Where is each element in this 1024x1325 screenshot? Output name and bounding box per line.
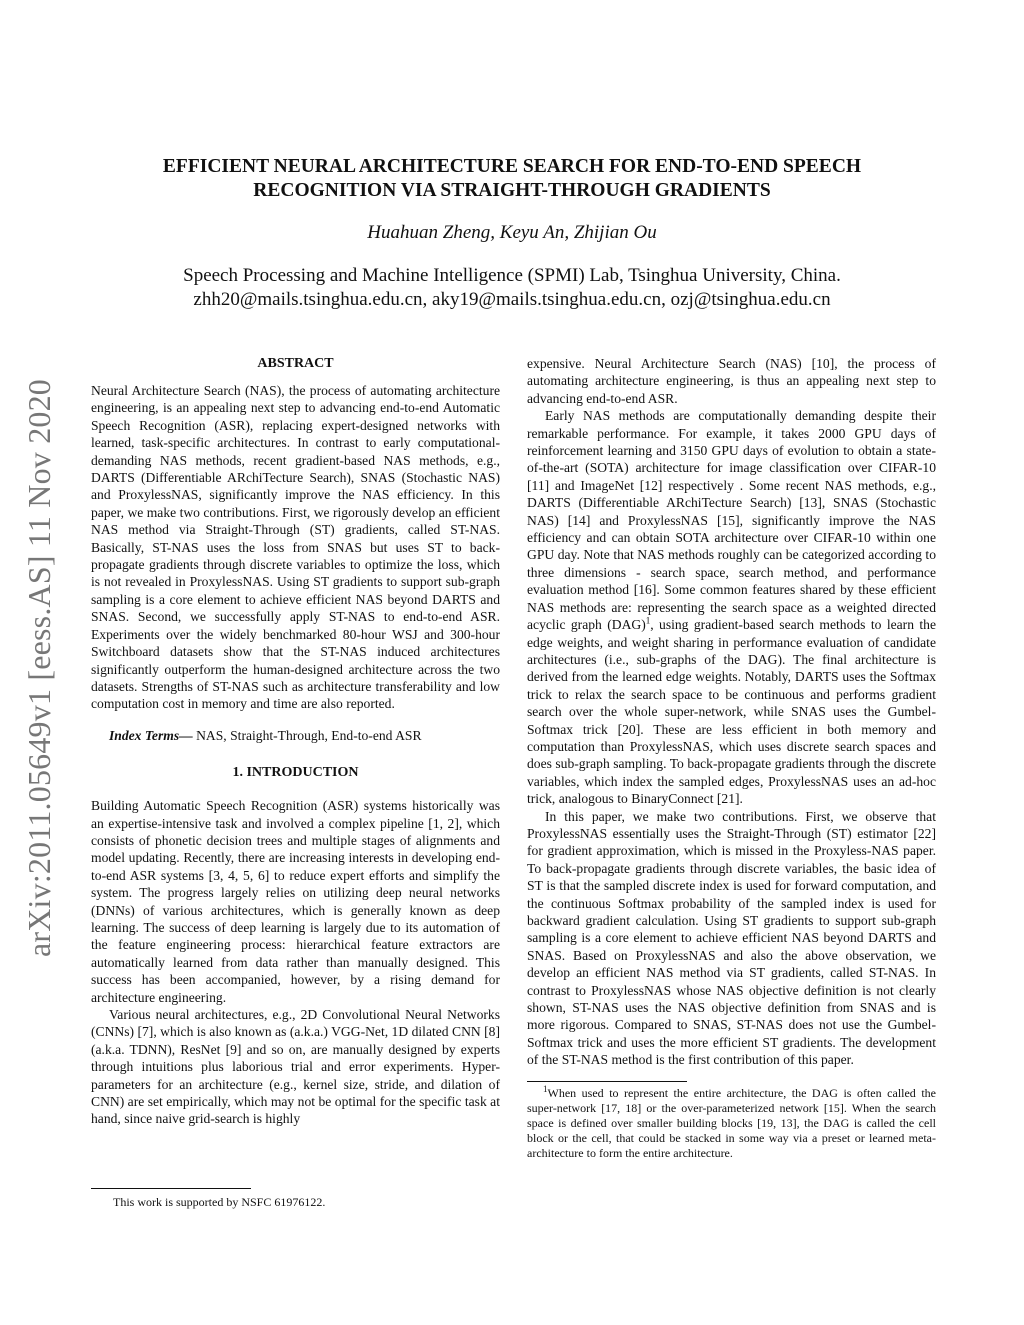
dag-footnote (527, 1083, 936, 1161)
arxiv-identifier-text: arXiv:2011.05649v1 [eess.AS] 11 Nov 2020 (20, 378, 57, 957)
affiliation-emails: zhh20@mails.tsinghua.edu.cn, aky19@mails.tsinghua.edu.cn, ozj@tsinghua.edu.cn (193, 289, 831, 310)
left-footnote-area (91, 1188, 500, 1210)
index-terms-label: Index Terms— (109, 727, 193, 743)
dag-footnote-text: When used to represent the entire architecture, the DAG is often called the super-network [17, 18] or the over-parameterized network [15]. When the search space is defined over smaller building blocks [19, 13], the DAG is called the cell block or the cell, that could be stacked in some way via a preset or learned meta-architecture to form the entire architecture. (527, 1085, 936, 1160)
footnote-rule (91, 1188, 251, 1189)
intro-paragraph-4: In this paper, we make two contributions. First, we observe that ProxylessNAS essentially uses the Straight-Through (ST) estimator [22] for gradient approximation, which is missed in the Proxyless-NAS paper. To back-propagate gradients through discrete variables, the basic idea of ST is that the sampled discrete index is used for forward computation, and the continuous Softmax probability of the sampled index is used for backward gradient calculation. Using ST gradients to support sub-graph sampling is a core element to achieve efficient NAS beyond DARTS and SNAS. Based on ProxylessNAS and also the above observation, we develop an efficient NAS method via ST gradients, called ST-NAS. In contrast to ProxylessNAS whose NAS objective definition is not clearly shown, ST-NAS uses the NAS objective definition from SNAS and is more rigorous. Compared to SNAS, ST-NAS does not use the Gumbel-Softmax trick and uses the more efficient ST gradients. The development of the ST-NAS method is the first contribution of this paper. (527, 808, 936, 1068)
right-footnote-area (527, 1081, 936, 1161)
author-affiliation (100, 264, 924, 312)
right-column (527, 355, 936, 1161)
left-column (91, 355, 500, 1128)
paper-title (100, 155, 924, 203)
index-terms (91, 727, 500, 744)
abstract-heading: ABSTRACT (257, 356, 334, 371)
intro-paragraph-2: Various neural architectures, e.g., 2D Convolutional Neural Networks (CNNs) [7], which is also known as (a.k.a.) VGG-Net, 1D dilated CNN [8] (a.k.a. TDNN), ResNet [9] and so on, are manually designed by experts through intuitions plus laborious trial and error experiments. Hyper-parameters for an architecture (e.g., kernel size, stride, and dilation of CNN) are set empirically, which may not be optimal for the specific task at hand, since naive grid-search is highly (91, 1007, 500, 1127)
footnote-rule (527, 1081, 687, 1082)
funding-footnote: This work is supported by NSFC 61976122. (113, 1195, 326, 1209)
paper-title-line-1: EFFICIENT NEURAL ARCHITECTURE SEARCH FOR END-TO-END SPEECH (162, 156, 862, 177)
paper-authors: Huahuan Zheng, Keyu An, Zhijian Ou (367, 222, 657, 243)
intro-paragraph-2-continued: expensive. Neural Architecture Search (NAS) [10], the process of automating architecture engineering, is thus an appealing next step to advancing end-to-end ASR. (527, 356, 936, 406)
arxiv-identifier-stamp (10, 338, 68, 998)
paper-title-line-2: RECOGNITION VIA STRAIGHT-THROUGH GRADIENTS (253, 180, 771, 201)
introduction-heading: 1. INTRODUCTION (232, 765, 359, 781)
abstract-text: Neural Architecture Search (NAS), the process of automating architecture engineering, is an appealing next step to advancing end-to-end Automatic Speech Recognition (ASR), replacing expert-designed networks with learned, task-specific architectures. In contrast to early computational-demanding NAS methods, recent gradient-based NAS methods, e.g., DARTS (Differentiable ARchiTecture Search), SNAS (Stochastic NAS) and ProxylessNAS, significantly improve the NAS efficiency. In this paper, we make two contributions. First, we rigorously develop an efficient NAS method via Straight-Through (ST) gradients, called ST-NAS. Basically, ST-NAS uses the loss from SNAS but uses ST to back-propagate gradients through discrete variables to optimize the loss, which is not revealed in ProxylessNAS. Using ST gradients to support sub-graph sampling is a core element to achieve efficient NAS beyond DARTS and SNAS. Second, we successfully apply ST-NAS to end-to-end ASR. Experiments over the widely benchmarked 80-hour WSJ and 300-hour Switchboard datasets show that the ST-NAS induced architectures significantly outperform the human-designed architecture across the two datasets. Strengths of ST-NAS such as architecture transferability and low computation cost in memory and time are also reported. (91, 383, 500, 712)
intro-paragraph-1: Building Automatic Speech Recognition (ASR) systems historically was an expertise-intensive task and involved a complex pipeline [1, 2], which consists of phonetic decision trees and multiple stages of alignments and model updating. Recently, there are increasing interests in developing end-to-end ASR systems [3, 4, 5, 6] to reduce expert efforts and simplify the system. The progress largely relies on utilizing deep neural networks (DNNs) of various architectures, which is generally known as deep learning. The success of deep learning is largely due to its automation of the feature engineering process: hierarchical feature extractors are automatically learned from data rather than manually designed. This success has been accompanied, however, by a rising demand for architecture engineering. (91, 798, 500, 1005)
intro-paragraph-3-part-a: Early NAS methods are computationally demanding despite their remarkable performance. For example, it takes 2000 GPU days of reinforcement learning and 3150 GPU days of evolution to obtain a state-of-the-art (SOTA) architecture for image classification over CIFAR-10 [11] and ImageNet [12] respectively . Some recent NAS methods, e.g., DARTS (Differentiable ARchiTecture Search) [13], SNAS (Stochastic NAS) [14] and ProxylessNAS [15], significantly improve the NAS efficiency and can obtain SOTA architecture over CIFAR-10 within one GPU day. Note that NAS methods roughly can be categorized according to three dimensions - search space, search method, and performance evaluation method [16]. Some common features shared by these efficient NAS methods are: representing the search space as a weighted directed acyclic graph (DAG) (527, 408, 936, 633)
intro-paragraph-3 (527, 407, 936, 807)
intro-paragraph-3-part-b: , using gradient-based search methods to learn the edge weights, and weight sharing in performance evaluation of candidate architectures (i.e., sub-graphs of the DAG). The final architecture is derived from the learned edge weights. Notably, DARTS uses the Softmax trick to relax the search space to be continuous and performs gradient search over the whole super-network, while SNAS uses the Gumbel-Softmax trick [20]. These are less efficient in both memory and computation than ProxylessNAS, which uses discrete search spaces and does sub-graph sampling. To back-propagate gradients through the discrete variables, which index the sampled edges, ProxylessNAS uses an ad-hoc trick, analogous to BinaryConnect [21]. (527, 617, 936, 807)
footnote-mark: 1 (543, 1083, 548, 1094)
footnote-reference-mark: 1 (645, 615, 651, 626)
affiliation-lab: Speech Processing and Machine Intelligence (SPMI) Lab, Tsinghua University, China. (183, 265, 841, 286)
index-terms-text: NAS, Straight-Through, End-to-end ASR (192, 727, 422, 743)
